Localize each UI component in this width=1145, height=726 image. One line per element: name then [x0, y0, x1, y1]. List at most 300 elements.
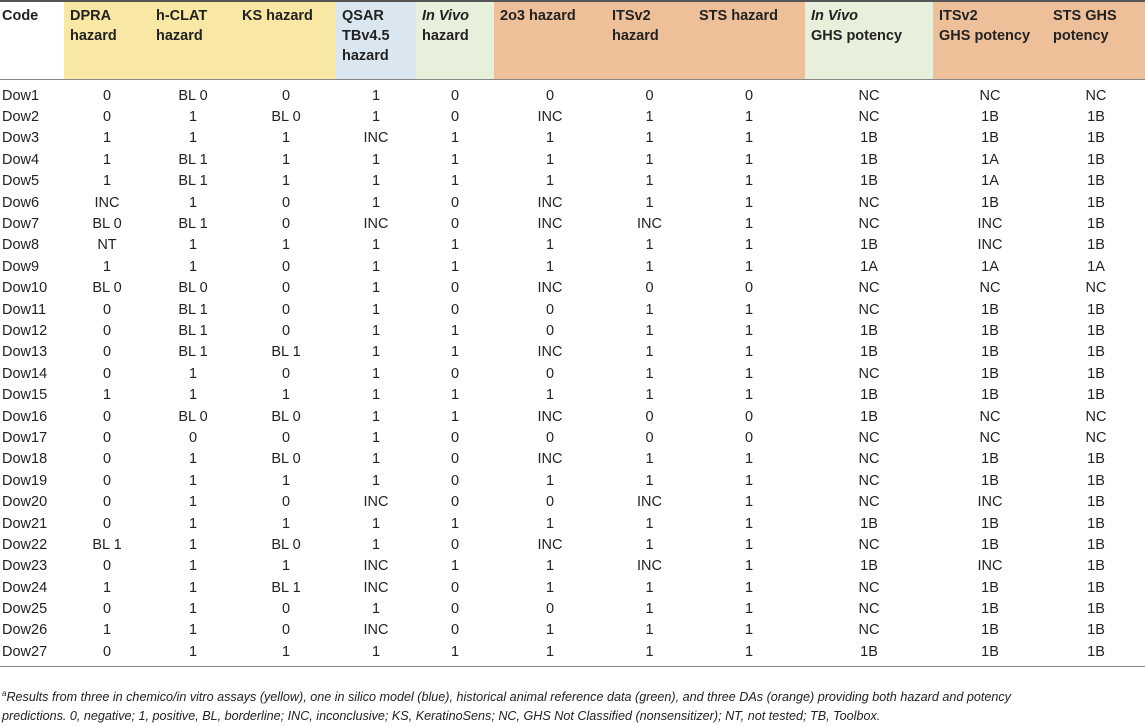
- table-row: [0, 449, 1145, 470]
- table-cell: 0: [744, 429, 754, 446]
- table-cell: 1B: [1087, 151, 1105, 168]
- table-cell: 0: [102, 408, 112, 425]
- table-cell: BL 1: [178, 344, 208, 361]
- table-cell: 1A: [981, 151, 999, 168]
- table-cell: 1: [744, 258, 754, 275]
- table-cell: 1: [371, 536, 381, 553]
- table-cell: 1B: [1087, 109, 1105, 126]
- table-cell: 0: [645, 429, 654, 446]
- column-header-line: hazard: [70, 28, 117, 44]
- table-cell: 1: [606, 642, 693, 667]
- table-cell: 1: [371, 472, 381, 489]
- table-cell: 1B: [860, 515, 878, 532]
- table-cell: 1: [416, 642, 494, 667]
- table-cell: INC: [637, 216, 662, 233]
- table-cell: 0: [450, 109, 460, 126]
- table-cell: 0: [102, 429, 112, 446]
- table-cell: 1B: [981, 194, 999, 211]
- row-code-cell: Dow25: [2, 601, 48, 618]
- table-cell: 0: [645, 87, 654, 104]
- table-cell: 1: [744, 237, 754, 254]
- table-cell: 1: [545, 472, 555, 489]
- column-header-10: [933, 1, 1047, 79]
- table-cell: 0: [450, 365, 460, 382]
- column-header-3: [236, 1, 336, 79]
- table-row: [0, 171, 1145, 192]
- table-cell: 0: [450, 87, 460, 104]
- table-cell: INC: [537, 451, 563, 468]
- row-code-cell: Dow14: [2, 365, 48, 382]
- table-cell: 0: [744, 408, 754, 425]
- table-cell: 1: [188, 365, 198, 382]
- table-cell: 1: [744, 515, 754, 532]
- table-cell: 1B: [1087, 387, 1105, 404]
- table-cell: 1: [371, 322, 381, 339]
- table-cell: 1: [545, 151, 555, 168]
- table-cell: 0: [450, 280, 460, 297]
- row-code-cell: Dow16: [2, 408, 48, 425]
- table-cell: 1B: [933, 642, 1047, 667]
- table-cell: 1: [744, 536, 754, 553]
- table-cell: NC: [979, 280, 1001, 297]
- table-cell: INC: [363, 558, 389, 575]
- table-cell: 0: [102, 365, 112, 382]
- row-code-cell: Dow2: [2, 109, 40, 126]
- table-cell: 1: [494, 642, 606, 667]
- table-cell: 1: [645, 365, 654, 382]
- table-cell: 0: [102, 451, 112, 468]
- table-row: [0, 406, 1145, 427]
- table-cell: 0: [281, 280, 291, 297]
- table-cell: 1: [188, 558, 198, 575]
- table-cell: INC: [94, 194, 120, 211]
- table-cell: 1B: [1047, 642, 1145, 667]
- table-cell: 1: [744, 601, 754, 618]
- table-cell: 1: [645, 322, 654, 339]
- table-cell: 0: [102, 322, 112, 339]
- column-header-11: [1047, 1, 1145, 79]
- table-row: [0, 107, 1145, 128]
- table-cell: 1: [450, 387, 460, 404]
- table-cell: INC: [363, 622, 389, 639]
- table-cell: 0: [744, 280, 754, 297]
- table-cell: 1B: [860, 237, 878, 254]
- table-cell: 0: [102, 558, 112, 575]
- table-row: [0, 150, 1145, 171]
- table-cell: 1B: [860, 387, 878, 404]
- table-cell: 1: [545, 237, 555, 254]
- table-cell: 0: [102, 87, 112, 104]
- table-cell: 0: [102, 472, 112, 489]
- table-cell: INC: [977, 237, 1003, 254]
- row-code-cell: Dow5: [2, 173, 40, 190]
- table-cell: 1B: [981, 451, 999, 468]
- table-cell: 1: [150, 642, 236, 667]
- table-cell: 1B: [1087, 494, 1105, 511]
- table-cell: 1: [645, 451, 654, 468]
- table-cell: INC: [363, 216, 389, 233]
- column-header-line: STS GHS: [1053, 8, 1117, 24]
- table-cell: 1: [281, 558, 291, 575]
- row-code-cell: Dow15: [2, 387, 48, 404]
- table-cell: 1: [188, 472, 198, 489]
- table-cell: 1: [693, 642, 805, 667]
- table-cell: 0: [281, 365, 291, 382]
- table-cell: 1B: [1087, 301, 1105, 318]
- table-cell: 1: [281, 130, 291, 147]
- table-cell: 1: [336, 642, 416, 667]
- table-cell: 1: [744, 130, 754, 147]
- table-cell: 1B: [1087, 365, 1105, 382]
- table-cell: 1: [744, 387, 754, 404]
- table-cell: 0: [281, 429, 291, 446]
- column-header-line: In Vivo: [422, 8, 469, 24]
- table-cell: 1B: [860, 408, 878, 425]
- table-cell: 1B: [860, 344, 878, 361]
- table-cell: 1B: [860, 151, 878, 168]
- table-cell: 1: [645, 344, 654, 361]
- column-header-line: Code: [2, 8, 39, 24]
- table-cell: 0: [450, 536, 460, 553]
- row-code-cell: Dow7: [2, 216, 40, 233]
- table-cell: 0: [545, 87, 555, 104]
- table-cell: NT: [97, 237, 117, 254]
- table-cell: BL 0: [178, 87, 208, 104]
- table-cell: 1B: [981, 344, 999, 361]
- table-cell: 1: [102, 173, 112, 190]
- table-cell: BL 0: [271, 536, 301, 553]
- table-cell: 1: [545, 173, 555, 190]
- table-row: [0, 299, 1145, 320]
- table-cell: 1: [371, 451, 381, 468]
- footnote-line-2: predictions. 0, negative; 1, positive, BL, borderline; INC, inconclusive; KS, KeratinoSens; NC, GHS Not Classified (nonsensitizer); NT, not tested; TB, Toolbox.: [2, 709, 881, 724]
- table-cell: 1: [102, 258, 112, 275]
- table-cell: 1: [371, 365, 381, 382]
- table-cell: NC: [858, 429, 880, 446]
- table-cell: 0: [545, 365, 555, 382]
- table-cell: BL 0: [271, 408, 301, 425]
- table-cell: 0: [281, 258, 291, 275]
- table-cell: 1: [744, 151, 754, 168]
- table-cell: 0: [102, 109, 112, 126]
- table-cell: INC: [537, 109, 563, 126]
- table-cell: 1: [188, 536, 198, 553]
- table-row: [0, 235, 1145, 256]
- table-cell: NC: [979, 429, 1001, 446]
- table-cell: 1: [188, 109, 198, 126]
- table-cell: 1: [645, 173, 654, 190]
- table-cell: 0: [450, 429, 460, 446]
- table-cell: 1: [450, 237, 460, 254]
- table-cell: NC: [858, 601, 880, 618]
- table-cell: 1B: [981, 622, 999, 639]
- table-cell: 1B: [1087, 558, 1105, 575]
- table-cell: 1: [744, 622, 754, 639]
- table-cell: 1B: [981, 387, 999, 404]
- column-header-line: KS hazard: [242, 8, 313, 24]
- row-code-cell: Dow21: [2, 515, 48, 532]
- table-cell: 1B: [1087, 173, 1105, 190]
- table-cell: 1: [371, 151, 381, 168]
- row-code-cell: Dow20: [2, 494, 48, 511]
- column-header-line: TBv4.5: [342, 28, 390, 44]
- table-cell: 1: [545, 579, 555, 596]
- table-cell: 1: [450, 558, 460, 575]
- table-cell: 1B: [1087, 216, 1105, 233]
- table-row: [0, 642, 1145, 667]
- table-row: [0, 535, 1145, 556]
- table-cell: 1: [744, 558, 754, 575]
- column-header-line: hazard: [422, 28, 469, 44]
- row-code-cell: Dow23: [2, 558, 48, 575]
- table-cell: 1B: [1087, 130, 1105, 147]
- table-cell: 1B: [1087, 622, 1105, 639]
- table-cell: NC: [858, 622, 880, 639]
- table-cell: 1: [744, 494, 754, 511]
- table-cell: 1: [645, 515, 654, 532]
- table-cell: 0: [64, 642, 150, 667]
- table-cell: NC: [1085, 280, 1107, 297]
- column-header-line: hazard: [612, 28, 659, 44]
- table-cell: 1: [744, 173, 754, 190]
- table-row: [0, 278, 1145, 299]
- table-cell: 0: [102, 494, 112, 511]
- table-cell: INC: [977, 494, 1003, 511]
- column-header-1: [64, 1, 150, 79]
- table-cell: INC: [363, 579, 389, 596]
- table-footnote: [2, 684, 1142, 726]
- table-cell: BL 0: [271, 451, 301, 468]
- table-cell: BL 0: [271, 109, 301, 126]
- column-header-line: GHS potency: [939, 28, 1031, 44]
- table-cell: 1: [645, 301, 654, 318]
- table-row: [0, 257, 1145, 278]
- table-cell: INC: [537, 280, 563, 297]
- table-cell: 1: [645, 536, 654, 553]
- column-header-6: [494, 1, 606, 79]
- table-cell: 1B: [1087, 579, 1105, 596]
- table-cell: 0: [545, 601, 555, 618]
- table-cell: 0: [450, 622, 460, 639]
- table-cell: 0: [450, 451, 460, 468]
- table-cell: 1B: [1087, 344, 1105, 361]
- table-cell: 1: [645, 151, 654, 168]
- table-cell: BL 0: [92, 216, 122, 233]
- table-cell: 0: [102, 601, 112, 618]
- table-cell: 0: [281, 194, 291, 211]
- column-header-5: [416, 1, 494, 79]
- table-cell: 1: [371, 429, 381, 446]
- table-cell: 1: [188, 601, 198, 618]
- table-cell: INC: [977, 558, 1003, 575]
- table-cell: 1A: [981, 173, 999, 190]
- table-cell: 1: [371, 258, 381, 275]
- table-cell: 1: [450, 151, 460, 168]
- table-cell: 1: [371, 87, 381, 104]
- table-cell: 1B: [981, 601, 999, 618]
- table-cell: 0: [450, 216, 460, 233]
- table-cell: 1: [188, 387, 198, 404]
- row-code-cell: Dow13: [2, 344, 48, 361]
- table-cell: INC: [537, 216, 563, 233]
- table-cell: NC: [858, 109, 880, 126]
- table-cell: 0: [281, 494, 291, 511]
- footnote-marker: a: [2, 689, 7, 698]
- table-cell: 1: [545, 130, 555, 147]
- table-cell: 0: [188, 429, 198, 446]
- table-cell: 1A: [1087, 258, 1105, 275]
- table-cell: 1: [545, 622, 555, 639]
- table-cell: 0: [281, 601, 291, 618]
- table-row: [0, 577, 1145, 598]
- table-cell: 1B: [981, 301, 999, 318]
- footnote-line-1: Results from three in chemico/in vitro assays (yellow), one in silico model (blue), historical animal reference data (green), and three DAs (orange) providing both hazard and potency: [6, 690, 1011, 705]
- table-cell: NC: [1085, 429, 1107, 446]
- table-cell: 1: [450, 173, 460, 190]
- table-cell: 0: [450, 579, 460, 596]
- table-cell: 1: [645, 601, 654, 618]
- table-cell: 1: [371, 408, 381, 425]
- table-cell: 1: [188, 237, 198, 254]
- table-cell: 1: [645, 472, 654, 489]
- column-header-2: [150, 1, 236, 79]
- table-cell: 1: [450, 515, 460, 532]
- table-cell: BL 1: [178, 151, 208, 168]
- table-row: [0, 321, 1145, 342]
- table-cell: 1: [450, 322, 460, 339]
- table-cell: 1: [744, 472, 754, 489]
- table-cell: 1B: [1087, 237, 1105, 254]
- column-header-line: hazard: [342, 48, 389, 64]
- table-cell: 1B: [981, 322, 999, 339]
- table-cell: INC: [637, 494, 662, 511]
- table-cell: 1B: [981, 472, 999, 489]
- table-cell: 1: [188, 515, 198, 532]
- table-cell: 1: [545, 387, 555, 404]
- table-cell: 0: [450, 301, 460, 318]
- table-cell: INC: [363, 494, 389, 511]
- table-cell: BL 1: [178, 216, 208, 233]
- row-code-cell: Dow10: [2, 280, 48, 297]
- table-row: [0, 342, 1145, 363]
- table-cell: INC: [537, 194, 563, 211]
- table-cell: 1: [645, 237, 654, 254]
- table-cell: NC: [1085, 408, 1107, 425]
- row-code-cell: Dow11: [2, 301, 47, 318]
- table-cell: 0: [281, 87, 291, 104]
- table-row: [0, 364, 1145, 385]
- column-header-7: [606, 1, 693, 79]
- column-header-0: [0, 1, 64, 79]
- table-cell: 1: [744, 344, 754, 361]
- column-header-line: hazard: [156, 28, 203, 44]
- table-cell: 1B: [981, 130, 999, 147]
- table-body: [0, 79, 1145, 667]
- table-cell: 1: [371, 387, 381, 404]
- row-code-cell: Dow26: [2, 622, 48, 639]
- table-row: [0, 556, 1145, 577]
- table-cell: 1: [102, 130, 112, 147]
- table-cell: 1B: [981, 109, 999, 126]
- table-cell: NC: [858, 472, 880, 489]
- table-cell: INC: [363, 130, 389, 147]
- column-header-line: GHS potency: [811, 28, 903, 44]
- table-cell: BL 1: [271, 344, 301, 361]
- table-cell: NC: [858, 451, 880, 468]
- table-cell: NC: [1085, 87, 1107, 104]
- table-cell: 1: [188, 451, 198, 468]
- table-cell: 1: [450, 344, 460, 361]
- table-row: [0, 620, 1145, 641]
- table-cell: 1A: [860, 258, 878, 275]
- table-row: [0, 513, 1145, 534]
- row-code-cell: Dow4: [2, 151, 40, 168]
- table-cell: 1: [645, 109, 654, 126]
- table-cell: 1: [281, 237, 291, 254]
- table-cell: 0: [545, 429, 555, 446]
- table-cell: 1: [545, 558, 555, 575]
- table-cell: 1: [188, 494, 198, 511]
- table-cell: 1: [236, 642, 336, 667]
- table-cell: 1: [102, 151, 112, 168]
- table-cell: INC: [637, 558, 662, 575]
- table-cell: NC: [858, 216, 880, 233]
- table-cell: 1B: [1087, 194, 1105, 211]
- table-row: [0, 128, 1145, 149]
- table-cell: 1: [281, 515, 291, 532]
- table-cell: BL 1: [92, 536, 122, 553]
- table-cell: 1: [545, 258, 555, 275]
- table-cell: 1B: [1087, 536, 1105, 553]
- table-cell: NC: [858, 365, 880, 382]
- column-header-line: h-CLAT: [156, 8, 208, 24]
- table-cell: 1: [545, 515, 555, 532]
- table-cell: 1: [645, 130, 654, 147]
- table-cell: 1: [744, 322, 754, 339]
- table-row: [0, 492, 1145, 513]
- table-cell: 1: [645, 387, 654, 404]
- table-cell: 0: [281, 216, 291, 233]
- table-cell: 1: [371, 194, 381, 211]
- table-cell: 0: [645, 408, 654, 425]
- row-code-cell: Dow12: [2, 322, 48, 339]
- column-header-line: ITSv2: [939, 8, 978, 24]
- table-cell: 1: [744, 579, 754, 596]
- table-cell: 1: [281, 387, 291, 404]
- table-cell: 1: [744, 365, 754, 382]
- table-cell: 0: [102, 344, 112, 361]
- table-cell: INC: [537, 408, 563, 425]
- table-cell: 1B: [1087, 451, 1105, 468]
- table-cell: 1: [281, 173, 291, 190]
- table-cell: BL 1: [271, 579, 301, 596]
- table-row: [0, 471, 1145, 492]
- table-cell: 0: [744, 87, 754, 104]
- table-cell: 1: [371, 601, 381, 618]
- row-code-cell: Dow17: [2, 429, 48, 446]
- table-cell: 0: [645, 280, 654, 297]
- table-cell: 1: [744, 301, 754, 318]
- column-header-4: [336, 1, 416, 79]
- table-cell: 0: [545, 494, 555, 511]
- table-row: [0, 599, 1145, 620]
- table-cell: 1B: [1087, 322, 1105, 339]
- table-row: [0, 79, 1145, 107]
- row-code-cell: Dow24: [2, 579, 48, 596]
- table-cell: 1: [371, 301, 381, 318]
- table-cell: 0: [281, 301, 291, 318]
- table-cell: 1: [371, 109, 381, 126]
